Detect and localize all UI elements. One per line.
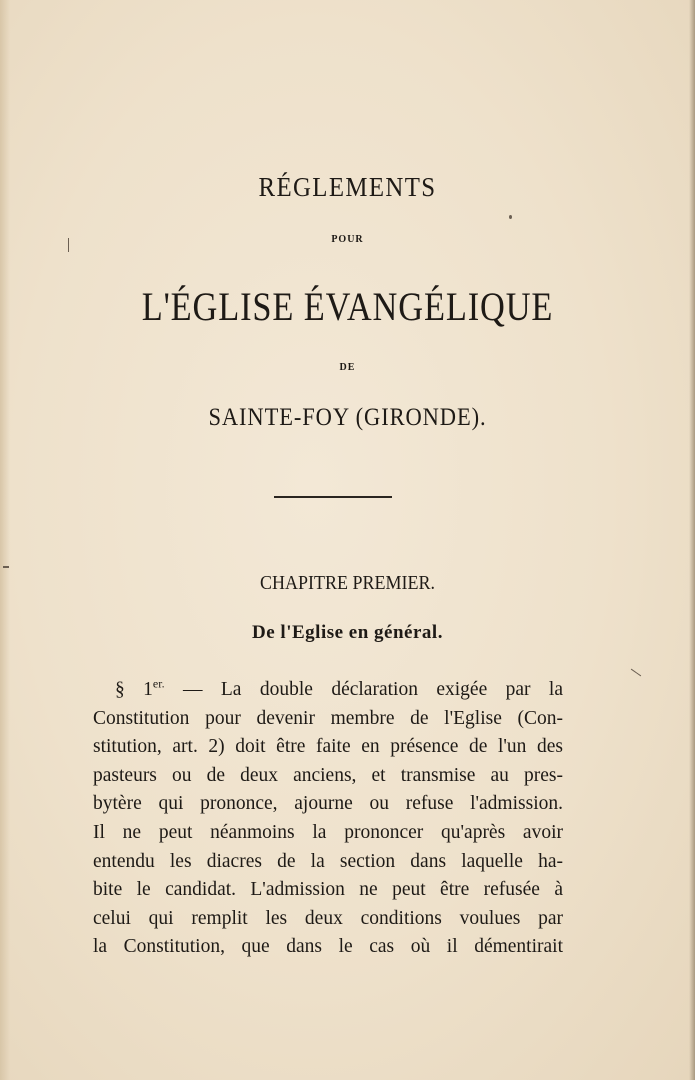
section-sign: § — [115, 679, 125, 700]
title-eglise-evangelique: L'ÉGLISE ÉVANGÉLIQUE — [141, 284, 554, 329]
paragraph-line: entendu les diacres de la section dans laquelle ha- — [93, 850, 563, 872]
title-divider — [274, 496, 392, 498]
paragraph-line: stitution, art. 2) doit être faite en présence de l'un des — [93, 736, 563, 758]
paragraph-number: 1 — [143, 679, 153, 700]
paragraph-line: Il ne peut néanmoins la prononcer qu'après avoir — [93, 821, 563, 843]
paragraph-1 — [93, 676, 563, 962]
stray-mark — [509, 215, 512, 219]
title-sainte-foy: SAINTE-FOY (GIRONDE). — [208, 404, 487, 431]
paragraph-number-suffix: er. — [152, 676, 165, 691]
chapter-heading: CHAPITRE PREMIER. — [259, 572, 436, 594]
paragraph-line: bytère qui prononce, ajourne ou refuse l'admission. — [93, 793, 563, 815]
paragraph-line: pasteurs ou de deux anciens, et transmise au pres- — [93, 764, 563, 786]
stray-mark — [3, 566, 9, 568]
stray-mark — [68, 238, 69, 252]
stray-mark — [631, 669, 641, 677]
paragraph-line: celui qui remplit les deux conditions voulues par — [93, 907, 563, 929]
title-reglements: RÉGLEMENTS — [258, 172, 437, 202]
paragraph-line: § $1^{er.}$ — La double déclaration exigée par la — [115, 676, 563, 700]
paragraph-line: la Constitution, que dans le cas où il démentirait — [93, 936, 563, 958]
section-title: De l'Eglise en général. — [252, 622, 443, 643]
paragraph-line: Constitution pour devenir membre de l'Eglise (Con- — [93, 707, 563, 729]
title-pour: POUR — [331, 234, 364, 245]
paragraph-line: bite le candidat. L'admission ne peut être refusée à — [93, 879, 563, 901]
title-de: DE — [339, 362, 356, 373]
